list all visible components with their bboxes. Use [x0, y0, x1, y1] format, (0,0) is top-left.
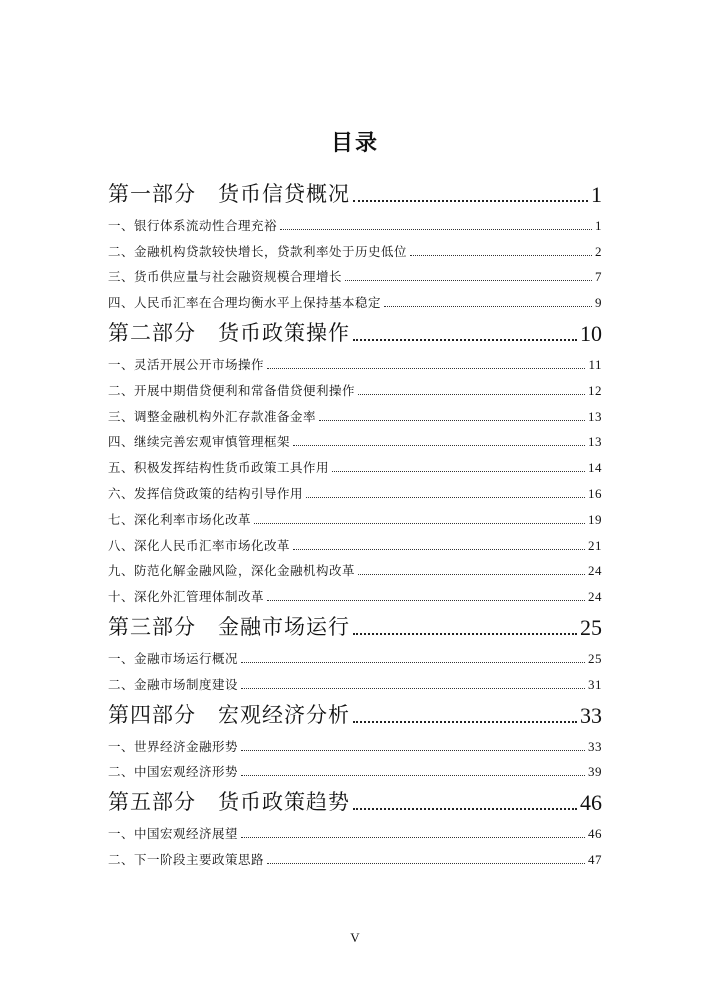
toc-part-entry[interactable]	[108, 605, 602, 641]
toc-sub-entry[interactable]	[108, 816, 602, 842]
dot-leader	[353, 200, 588, 202]
toc-entry-label: 五、积极发挥结构性货币政策工具作用	[108, 460, 330, 476]
toc-entry-label: 七、深化利率市场化改革	[108, 511, 252, 527]
dot-leader	[358, 394, 585, 395]
toc-page-number: 14	[588, 460, 602, 476]
toc-sub-entry[interactable]	[108, 755, 602, 781]
toc-entry-label: 三、货币供应量与社会融资规模合理增长	[108, 269, 343, 285]
toc-page-number: 21	[588, 537, 602, 553]
dot-leader	[241, 750, 585, 751]
page-footer-number: V	[350, 930, 360, 945]
toc-page-number: 12	[588, 382, 602, 398]
toc-sub-entry[interactable]	[108, 425, 602, 451]
toc-entry-label: 一、中国宏观经济展望	[108, 826, 239, 842]
toc-entry-label: 第三部分 金融市场运行	[108, 615, 350, 640]
dot-leader	[410, 255, 592, 256]
toc-entry-label: 二、中国宏观经济形势	[108, 764, 239, 780]
toc-page-number: 33	[580, 702, 602, 728]
toc-page-number: 24	[588, 563, 602, 579]
toc-entry-label: 第二部分 货币政策操作	[108, 321, 350, 346]
toc-page-number: 39	[588, 764, 602, 780]
toc-entry-label: 二、金融市场制度建设	[108, 676, 239, 692]
toc-sub-entry[interactable]	[108, 260, 602, 286]
toc-entry-label: 第四部分 宏观经济分析	[108, 702, 350, 727]
toc-sub-entry[interactable]	[108, 347, 602, 373]
toc-sub-entry[interactable]	[108, 502, 602, 528]
toc-page-number: 47	[588, 851, 602, 867]
toc-part-entry[interactable]	[108, 693, 602, 729]
toc-entry-label: 四、继续完善宏观审慎管理框架	[108, 434, 291, 450]
dot-leader	[319, 420, 585, 421]
dot-leader	[293, 549, 585, 550]
dot-leader	[241, 837, 585, 838]
toc-entry-label: 二、开展中期借贷便利和常备借贷便利操作	[108, 382, 356, 398]
toc-entry-label: 二、金融机构贷款较快增长，贷款利率处于历史低位	[108, 243, 408, 259]
toc-page-number: 25	[588, 650, 602, 666]
toc-sub-entry[interactable]	[108, 641, 602, 667]
dot-leader	[293, 445, 585, 446]
toc-part-entry[interactable]	[108, 780, 602, 816]
dot-leader	[358, 574, 585, 575]
toc-page-number: 1	[595, 217, 602, 233]
toc-entry-label: 一、灵活开展公开市场操作	[108, 356, 265, 372]
dot-leader	[353, 721, 577, 723]
toc-sub-entry[interactable]	[108, 842, 602, 868]
toc-sub-entry[interactable]	[108, 554, 602, 580]
toc-page-number: 19	[588, 511, 602, 527]
toc-entry-label: 八、深化人民币汇率市场化改革	[108, 537, 291, 553]
toc-sub-entry[interactable]	[108, 285, 602, 311]
toc-sub-entry[interactable]	[108, 234, 602, 260]
dot-leader	[267, 600, 585, 601]
toc-entry-label: 二、下一阶段主要政策思路	[108, 851, 265, 867]
toc-sub-entry[interactable]	[108, 373, 602, 399]
toc-entry-label: 四、人民币汇率在合理均衡水平上保持基本稳定	[108, 295, 382, 311]
toc-sub-entry[interactable]	[108, 667, 602, 693]
toc-entry-label: 第五部分 货币政策趋势	[108, 790, 350, 815]
toc-sub-entry[interactable]	[108, 450, 602, 476]
toc-page-number: 33	[588, 738, 602, 754]
toc-page-number: 46	[588, 826, 602, 842]
toc-page-number: 13	[588, 408, 602, 424]
dot-leader	[332, 471, 585, 472]
dot-leader	[345, 280, 592, 281]
toc-entry-label: 九、防范化解金融风险，深化金融机构改革	[108, 563, 356, 579]
toc-entry-label: 一、世界经济金融形势	[108, 738, 239, 754]
dot-leader	[280, 229, 592, 230]
toc-sub-entry[interactable]	[108, 476, 602, 502]
toc-page-number: 9	[595, 295, 602, 311]
toc-sub-entry[interactable]	[108, 579, 602, 605]
table-of-contents	[108, 172, 602, 868]
toc-entry-label: 六、发挥信贷政策的结构引导作用	[108, 485, 304, 501]
toc-part-entry[interactable]	[108, 311, 602, 347]
page-title: 目录	[330, 131, 379, 156]
toc-entry-label: 第一部分 货币信贷概况	[108, 182, 350, 206]
toc-page-number: 7	[595, 269, 602, 285]
dot-leader	[267, 368, 585, 369]
dot-leader	[267, 863, 585, 864]
toc-page-number: 10	[580, 321, 602, 347]
toc-page-number: 13	[588, 434, 602, 450]
toc-page-number: 46	[580, 790, 602, 816]
toc-page-number: 11	[588, 356, 602, 372]
dot-leader	[384, 306, 592, 307]
toc-entry-label: 三、调整金融机构外汇存款准备金率	[108, 408, 317, 424]
dot-leader	[353, 808, 577, 810]
dot-leader	[254, 523, 585, 524]
toc-entry-label: 一、银行体系流动性合理充裕	[108, 217, 278, 233]
toc-entry-label: 十、深化外汇管理体制改革	[108, 589, 265, 605]
toc-page-number: 25	[580, 615, 602, 641]
toc-sub-entry[interactable]	[108, 208, 602, 234]
dot-leader	[353, 633, 577, 635]
dot-leader	[306, 497, 585, 498]
dot-leader	[353, 339, 577, 341]
toc-sub-entry[interactable]	[108, 399, 602, 425]
toc-page-number: 1	[591, 182, 602, 207]
toc-page-number: 16	[588, 485, 602, 501]
toc-part-entry[interactable]	[108, 172, 602, 208]
toc-page-number: 2	[595, 243, 602, 259]
dot-leader	[241, 688, 585, 689]
toc-page-number: 24	[588, 589, 602, 605]
dot-leader	[241, 662, 585, 663]
toc-sub-entry[interactable]	[108, 528, 602, 554]
toc-sub-entry[interactable]	[108, 729, 602, 755]
toc-page-number: 31	[588, 676, 602, 692]
dot-leader	[241, 775, 585, 776]
toc-entry-label: 一、金融市场运行概况	[108, 650, 239, 666]
